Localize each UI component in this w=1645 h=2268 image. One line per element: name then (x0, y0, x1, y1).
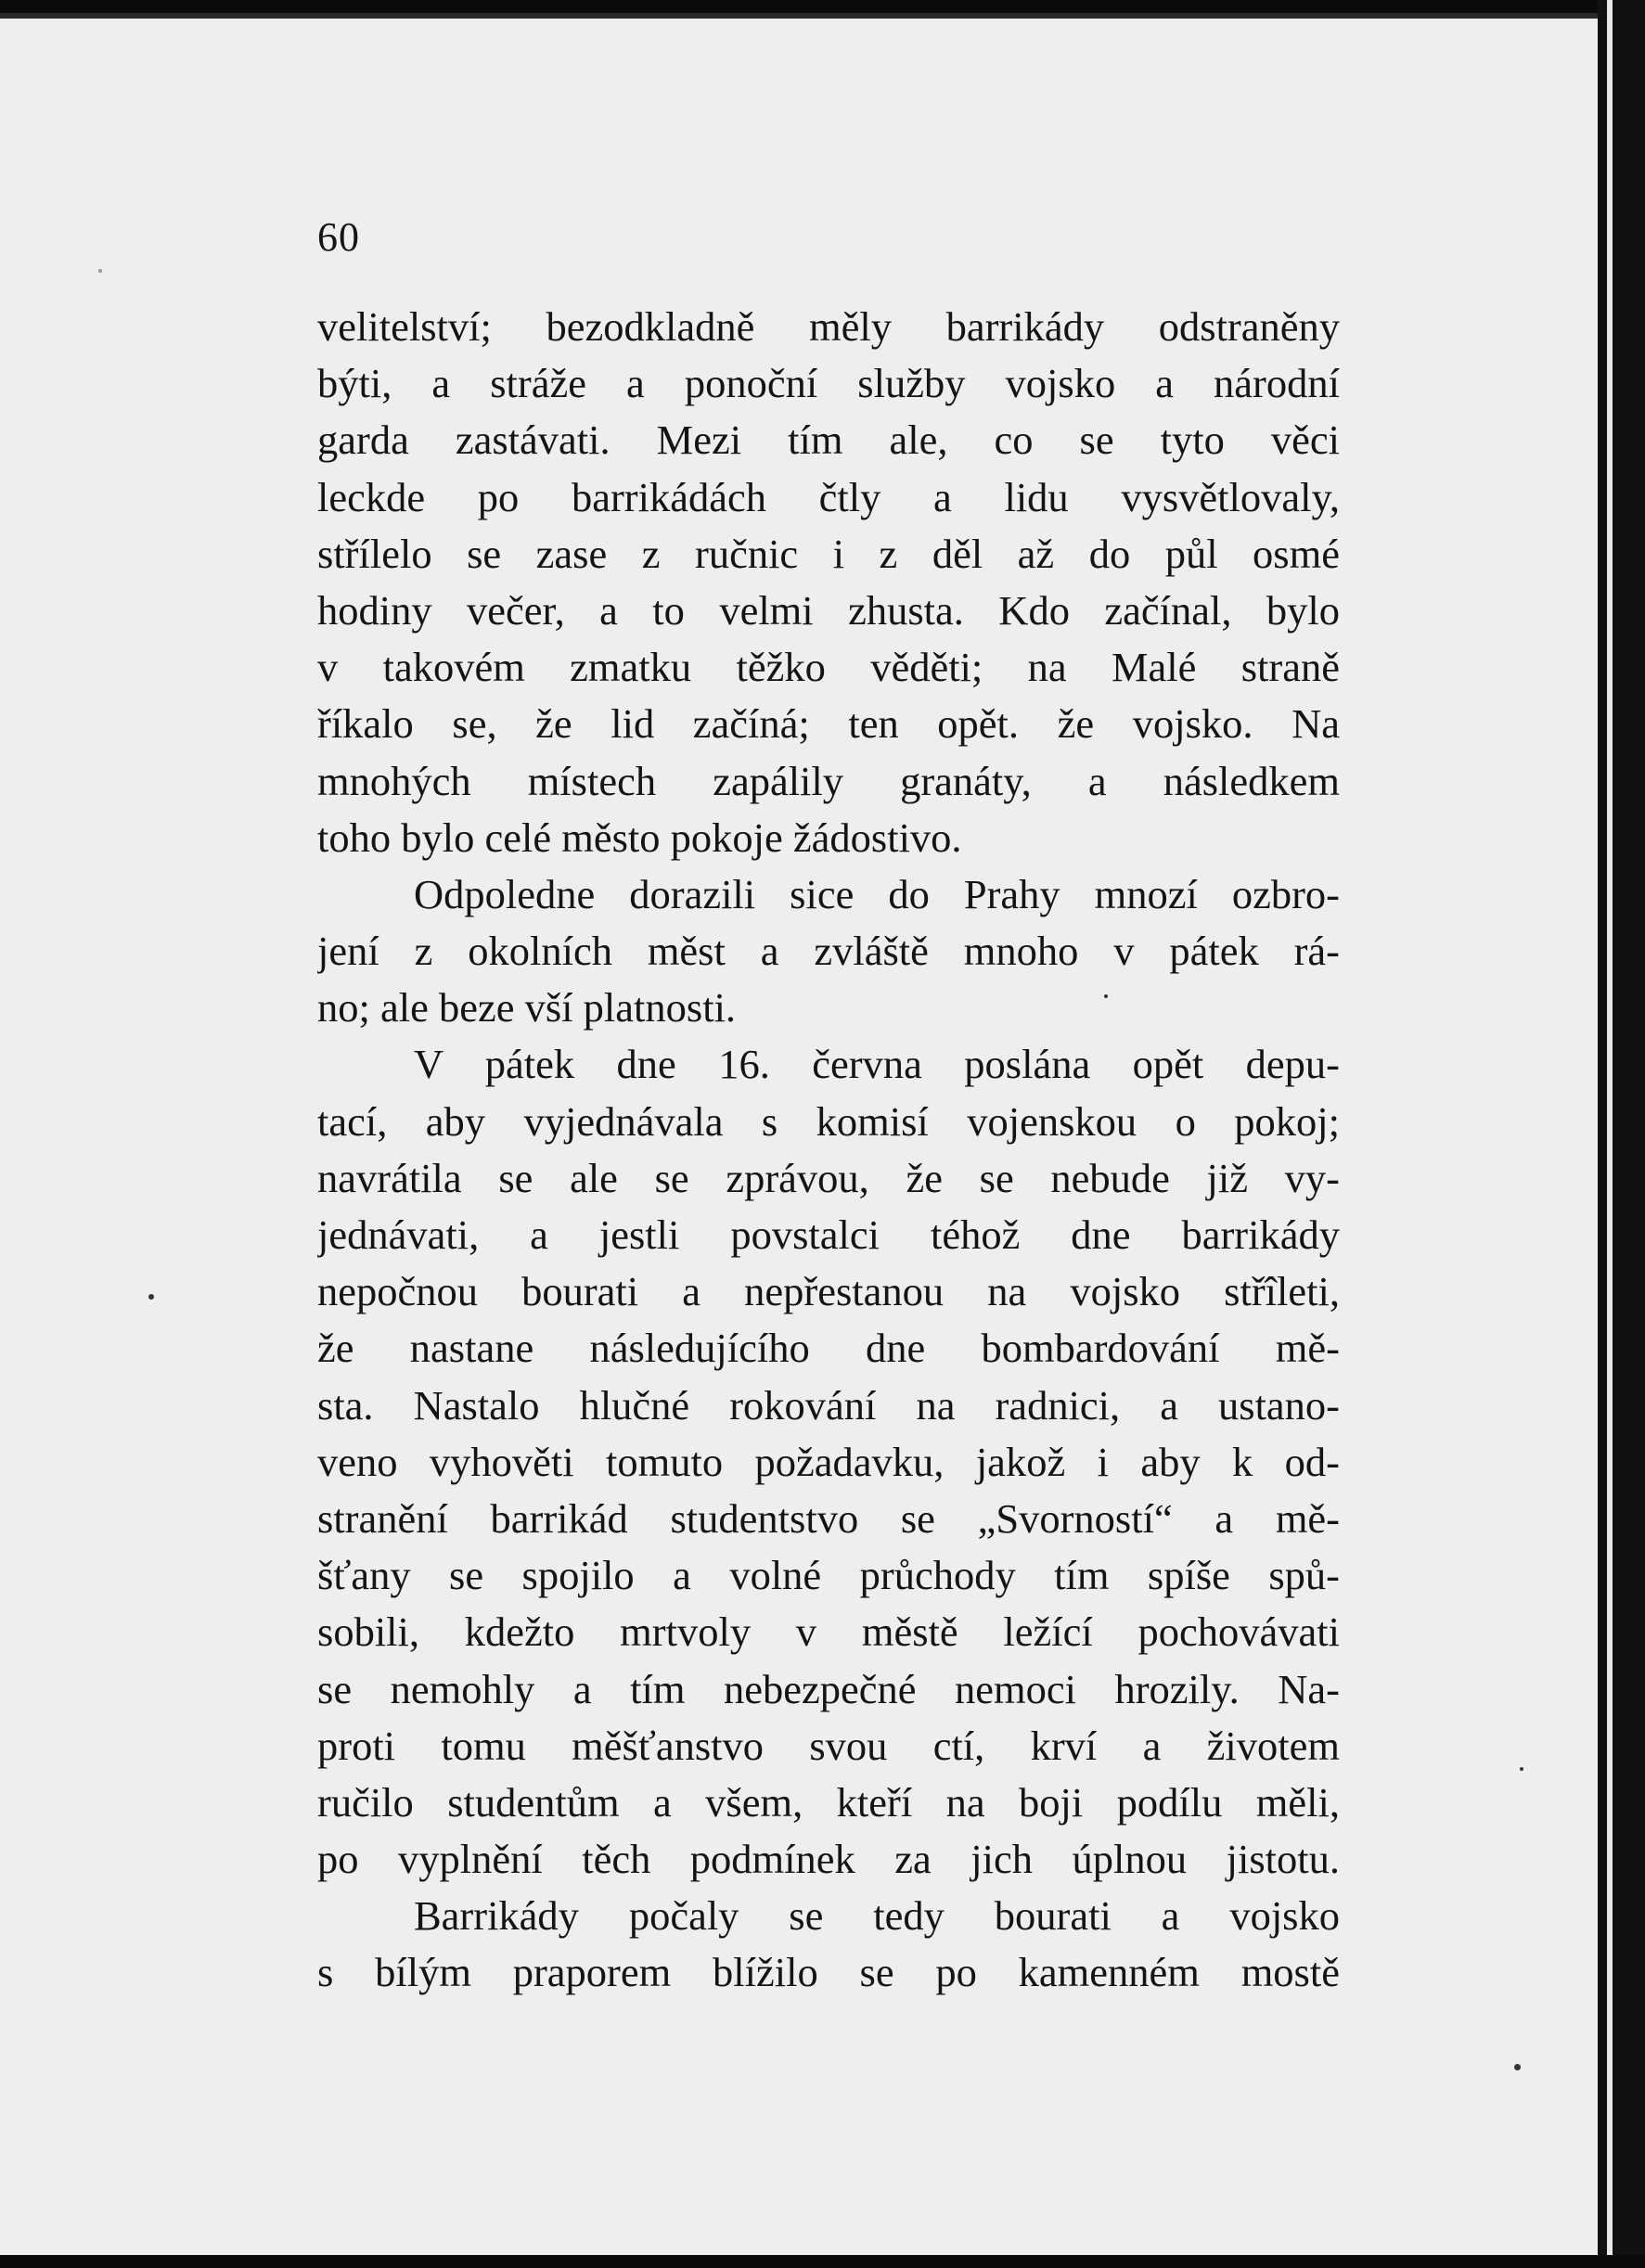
text-line: leckde po barrikádách čtly a lidu vysvětlovaly, (317, 473, 1340, 520)
text-line: velitelství; bezodkladně měly barrikády odstraněny (317, 303, 1340, 350)
text-line: střílelo se zase z ručnic i z děl až do půl osmé (317, 530, 1340, 577)
paper-speck (1104, 994, 1108, 998)
text-line: hodiny večer, a to velmi zhusta. Kdo začínal, bylo (317, 586, 1340, 634)
text-line: veno vyhověti tomuto požadavku, jakož i aby k od- (317, 1438, 1340, 1485)
text-line: se nemohly a tím nebezpečné nemoci hrozily. Na- (317, 1665, 1340, 1712)
text-line: no; ale beze vší platnosti. (317, 984, 737, 1031)
paper-speck (1514, 2064, 1521, 2070)
body-text (317, 299, 1340, 2002)
page-number: 60 (317, 214, 360, 260)
text-line: garda zastávati. Mezi tím ale, co se tyto věci (317, 416, 1340, 464)
text-line: v takovém zmatku těžko věděti; na Malé straně (317, 644, 1340, 691)
text-line: že nastane následujícího dne bombardování mě- (317, 1325, 1340, 1372)
text-line: šťany se spojilo a volné průchody tím spíše spů- (317, 1552, 1340, 1599)
text-line: říkalo se, že lid začíná; ten opět. že vojsko. Na (317, 700, 1340, 748)
text-line: býti, a stráže a ponoční služby vojsko a národní (317, 360, 1340, 407)
text-line: navrátila se ale se zprávou, že se nebude již vy- (317, 1154, 1340, 1201)
text-line: Barrikády počaly se tedy bourati a vojsko (414, 1892, 1340, 1940)
text-line: jení z okolních měst a zvláště mnoho v pátek rá- (317, 928, 1340, 975)
text-line: mnohých místech zapálily granáty, a následkem (317, 757, 1340, 804)
scan-border-bottom (0, 2255, 1645, 2268)
scan-border-right (1598, 0, 1645, 2268)
text-line: sta. Nastalo hlučné rokování na radnici, a ustano- (317, 1381, 1340, 1429)
text-line: sobili, kdežto mrtvoly v městě ležící pochovávati (317, 1608, 1340, 1656)
text-line: stranění barrikád studentstvo se „Svorností“ a mě- (317, 1494, 1340, 1542)
text-line: ručilo studentům a všem, kteří na boji podílu měli, (317, 1778, 1340, 1826)
paper-speck (148, 1294, 154, 1300)
text-line: toho bylo celé město pokoje žádostivo. (317, 814, 962, 861)
text-line: po vyplnění těch podmínek za jich úplnou jistotu. (317, 1836, 1340, 1883)
text-line: V pátek dne 16. června poslána opět depu- (414, 1041, 1340, 1088)
facing-page-edge (1607, 0, 1613, 2268)
paper-speck (1520, 1767, 1523, 1771)
text-line: nepočnou bourati a nepřestanou na vojsko střîleti, (317, 1268, 1340, 1315)
book-page (0, 13, 1598, 2261)
paper-speck (98, 269, 102, 273)
text-line: jednávati, a jestli povstalci téhož dne barrikády (317, 1211, 1340, 1258)
text-line: tací, aby vyjednávala s komisí vojenskou o pokoj; (317, 1097, 1340, 1145)
text-line: proti tomu měšťanstvo svou ctí, krví a životem (317, 1722, 1340, 1769)
text-line: Odpoledne dorazili sice do Prahy mnozí ozbro- (414, 870, 1340, 917)
text-line: s bílým praporem blížilo se po kamenném mostě (317, 1949, 1340, 1996)
